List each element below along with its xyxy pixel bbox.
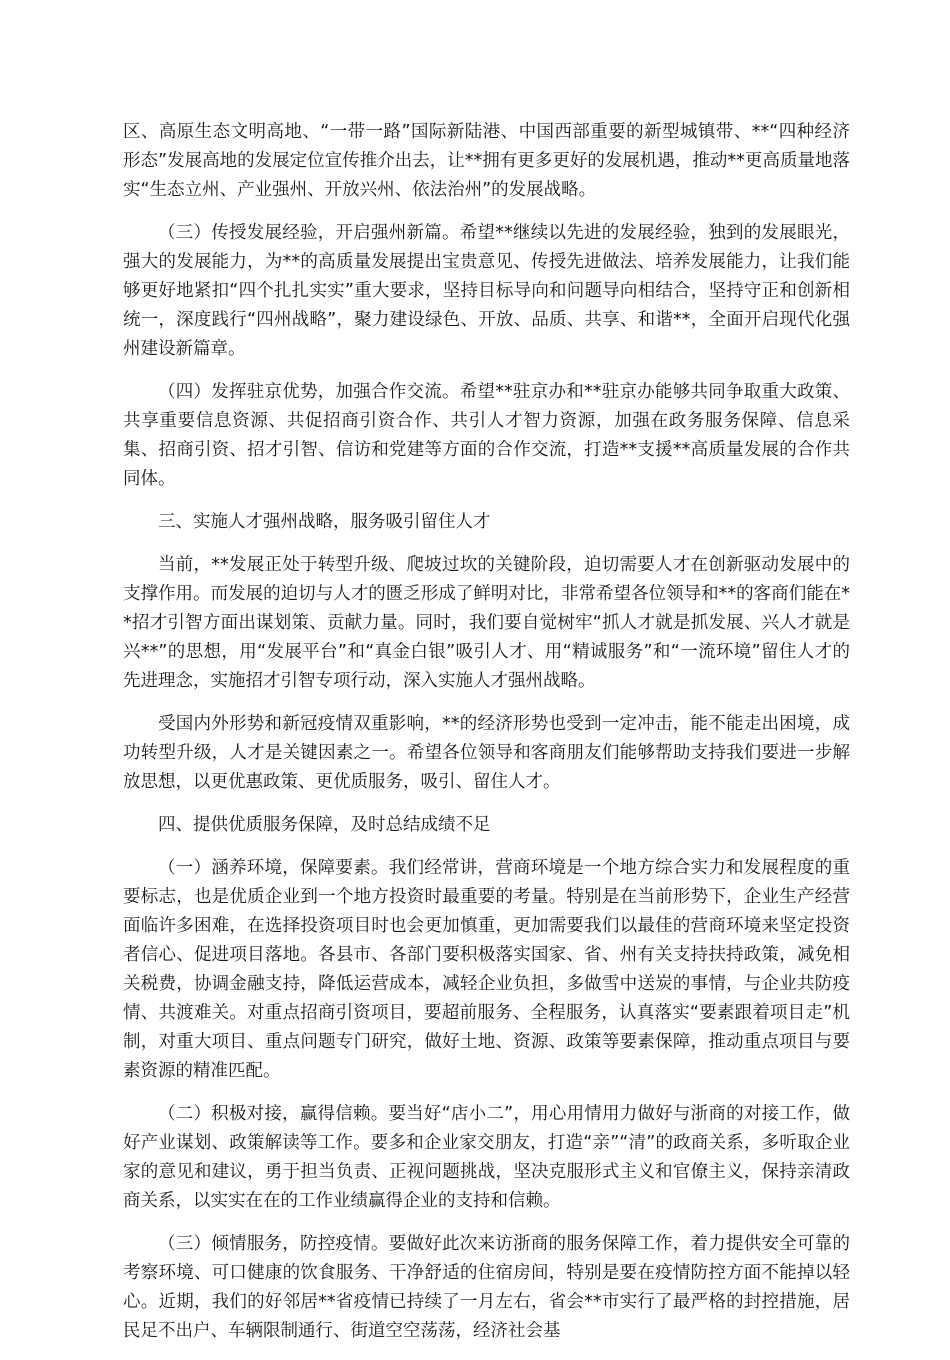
paragraph-service-two: （二）积极对接，赢得信赖。要当好“店小二”，用心用情用力做好与浙商的对接工作，做好产业谋划、政策解读等工作。要多和企业家交朋友，打造“亲”“清”的政商关系，多听取企业家的意见和建议，勇于担当负责、正视问题挑战，坚决克服形式主义和官僚主义，保持亲清政商关系，以实实在在的工作业绩赢得企业的支持和信赖。 — [123, 1104, 850, 1211]
paragraph-section-four: （四）发挥驻京优势，加强合作交流。希望**驻京办和**驻京办能够共同争取重大政策、共享重要信息资源、共促招商引资合作、共引人才智力资源，加强在政务服务保障、信息采集、招商引资、招才引智、信访和党建等方面的合作交流，打造**支援**高质量发展的合作共同体。 — [123, 382, 850, 489]
document-body — [123, 118, 850, 1360]
paragraph-service-one: （一）涵养环境，保障要素。我们经常讲，营商环境是一个地方综合实力和发展程度的重要标志，也是优质企业到一个地方投资时最重要的考量。特别是在当前形势下，企业生产经营面临许多困难，在选择投资项目时也会更加慎重，更加需要我们以最佳的营商环境来坚定投资者信心、促进项目落地。各县市、各部门要积极落实国家、省、州有关支持扶持政策，减免相关税费，协调金融支持，降低运营成本，减轻企业负担，多做雪中送炭的事情，与企业共防疫情、共渡难关。对重点招商引资项目，要超前服务、全程服务，认真落实“要素跟着项目走”机制，对重大项目、重点问题专门研究，做好土地、资源、政策等要素保障，推动重点项目与要素资源的精准匹配。 — [123, 858, 850, 1081]
paragraph-talent-impact: 受国内外形势和新冠疫情双重影响，**的经济形势也受到一定冲击，能不能走出困境，成功转型升级，人才是关键因素之一。希望各位领导和客商朋友们能够帮助支持我们要进一步解放思想，以更优惠政策、更优质服务，吸引、留住人才。 — [123, 714, 850, 792]
heading-talent-strategy: 三、实施人才强州战略，服务吸引留住人才 — [158, 512, 491, 532]
paragraph-service-three: （三）倾情服务，防控疫情。要做好此次来访浙商的服务保障工作，着力提供安全可靠的考察环境、可口健康的饮食服务、干净舒适的住宿房间，特别是要在疫情防控方面不能掉以轻心。近期，我们的好邻居**省疫情已持续了一月左右，省会**市实行了最严格的封控措施，居民足不出户、车辆限制通行、街道空空荡荡，经济社会基 — [123, 1234, 850, 1341]
paragraph-section-three: （三）传授发展经验，开启强州新篇。希望**继续以先进的发展经验，独到的发展眼光，强大的发展能力，为**的高质量发展提出宝贵意见、传授先进做法、培养发展能力，让我们能够更好地紧扣“四个扎扎实实”重大要求，坚持目标导向和问题导向相结合，坚持守正和创新相统一，深度践行“四州战略”，聚力建设绿色、开放、品质、共享、和谐**，全面开启现代化强州建设新篇章。 — [123, 223, 850, 359]
heading-service-guarantee: 四、提供优质服务保障，及时总结成绩不足 — [158, 815, 491, 835]
paragraph-continuation: 区、高原生态文明高地、“一带一路”国际新陆港、中国西部重要的新型城镇带、**“四种经济形态”发展高地的发展定位宣传推介出去，让**拥有更多更好的发展机遇，推动**更高质量地落实“生态立州、产业强州、开放兴州、依法治州”的发展战略。 — [123, 122, 850, 200]
paragraph-talent-current: 当前，**发展正处于转型升级、爬坡过坎的关键阶段，迫切需要人才在创新驱动发展中的支撑作用。而发展的迫切与人才的匮乏形成了鲜明对比，非常希望各位领导和**的客商们能在**招才引智方面出谋划策、贡献力量。同时，我们要自觉树牢“抓人才就是抓发展、兴人才就是兴**”的思想，用“发展平台”和“真金白银”吸引人才、用“精诚服务”和“一流环境”留住人才的先进理念，实施招才引智专项行动，深入实施人才强州战略。 — [123, 555, 850, 691]
